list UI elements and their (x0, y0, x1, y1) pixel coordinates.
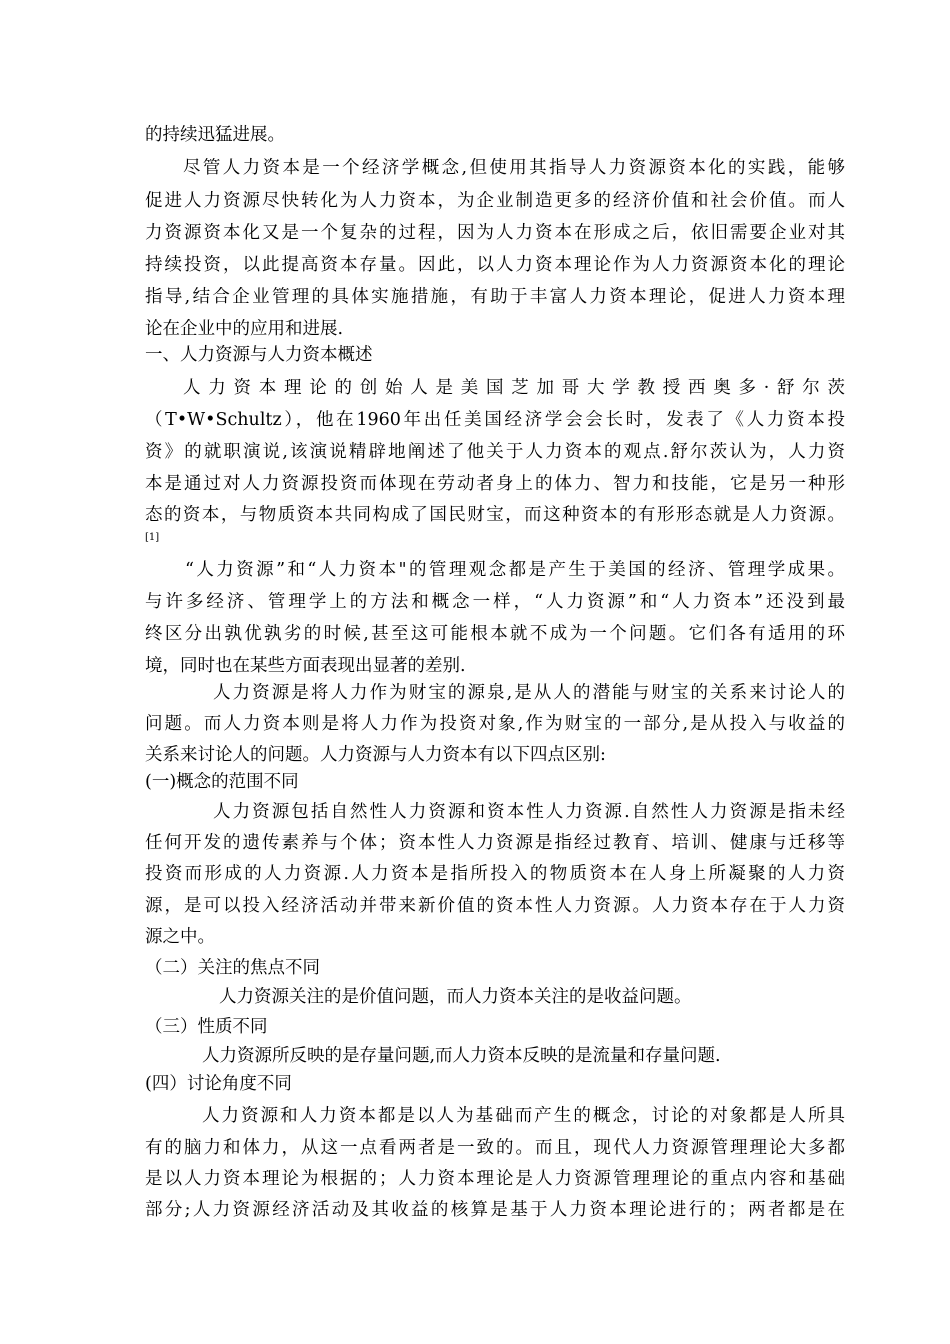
text-line: “人力资源”和“人力资本"的管理观念都是产生于美国的经济、管理学成果。 (185, 560, 845, 580)
text-line: 指导,结合企业管理的具体实施措施，有助于丰富人力资本理论，促进人力资本理 (145, 287, 845, 307)
text-line: 持续投资，以此提高资本存量。因此，以人力资本理论作为人力资源资本化的理论 (145, 255, 845, 275)
text-line: 人力资源和人力资本都是以人为基础而产生的概念，讨论的对象都是人所具 (202, 1106, 845, 1126)
text-line: 源，是可以投入经济活动并带来新价值的资本性人力资源。人力资本存在于人力资 (145, 896, 845, 916)
subsection-heading: (一)概念的范围不同 (145, 772, 299, 792)
citation-reference: [1] (145, 532, 160, 543)
text-line: 终区分出孰优孰劣的时候,甚至这可能根本就不成为一个问题。它们各有适用的环 (145, 624, 845, 644)
section-heading: 一、人力资源与人力资本概述 (145, 345, 373, 365)
text-line: 是以人力资本理论为根据的；人力资本理论是人力资源管理理论的重点内容和基础 (145, 1169, 845, 1189)
text-line: （T•W•Schultz），他在1960年出任美国经济学会会长时，发表了《人力资本投 (145, 410, 845, 430)
text-line: 本是通过对人力资源投资而体现在劳动者身上的体力、智力和技能，它是另一种形 (145, 474, 845, 494)
text-line: 任何开发的遗传素养与个体；资本性人力资源是指经过教育、培训、健康与迁移等 (145, 833, 845, 853)
text-line: 投资而形成的人力资源.人力资本是指所投入的物质资本在人身上所凝聚的人力资 (145, 864, 845, 884)
text-line: 与许多经济、管理学上的方法和概念一样，“人力资源”和“人力资本”还没到最 (145, 592, 845, 612)
text-line: 尽管人力资本是一个经济学概念,但使用其指导人力资源资本化的实践，能够 (183, 158, 845, 178)
text-line: 有的脑力和体力，从这一点看两者是一致的。而且，现代人力资源管理理论大多都 (145, 1138, 845, 1158)
text-line: 部分;人力资源经济活动及其收益的核算是基于人力资本理论进行的；两者都是在 (145, 1200, 845, 1220)
text-line: 境，同时也在某些方面表现出显著的差别. (145, 656, 466, 676)
subsection-heading: (四）讨论角度不同 (145, 1074, 292, 1094)
text-line: 人力资源包括自然性人力资源和资本性人力资源.自然性人力资源是指未经 (213, 802, 845, 822)
text-line: 关系来讨论人的问题。人力资源与人力资本有以下四点区别: (145, 745, 606, 765)
text-line: 资》的就职演说,该演说精辟地阐述了他关于人力资本的观点.舒尔茨认为，人力资 (145, 442, 845, 462)
text-line: 人力资本理论的创始人是美国芝加哥大学教授西奥多·舒尔茨 (183, 378, 845, 398)
text-line: 促进人力资源尽快转化为人力资本，为企业制造更多的经济价值和社会价值。而人 (145, 191, 845, 211)
text-line: 人力资源所反映的是存量问题,而人力资本反映的是流量和存量问题. (202, 1046, 721, 1066)
text-line: 的持续迅猛进展。 (145, 125, 285, 145)
subsection-heading: （三）性质不同 (145, 1017, 268, 1037)
text-line: 源之中。 (145, 927, 215, 947)
text-line: 论在企业中的应用和进展. (145, 319, 344, 339)
text-line: 问题。而人力资本则是将人力作为投资对象,作为财宝的一部分,是从投入与收益的 (145, 714, 845, 734)
subsection-heading: （二）关注的焦点不同 (145, 958, 320, 978)
text-line: 人力资源是将人力作为财宝的源泉,是从人的潜能与财宝的关系来讨论人的 (213, 683, 845, 703)
text-line: 力资源资本化又是一个复杂的过程，因为人力资本在形成之后，依旧需要企业对其 (145, 223, 845, 243)
text-line: 人力资源关注的是价值问题，而人力资本关注的是收益问题。 (219, 987, 692, 1007)
text-line: 态的资本，与物质资本共同构成了国民财宝，而这种资本的有形形态就是人力资源。 (145, 505, 845, 525)
